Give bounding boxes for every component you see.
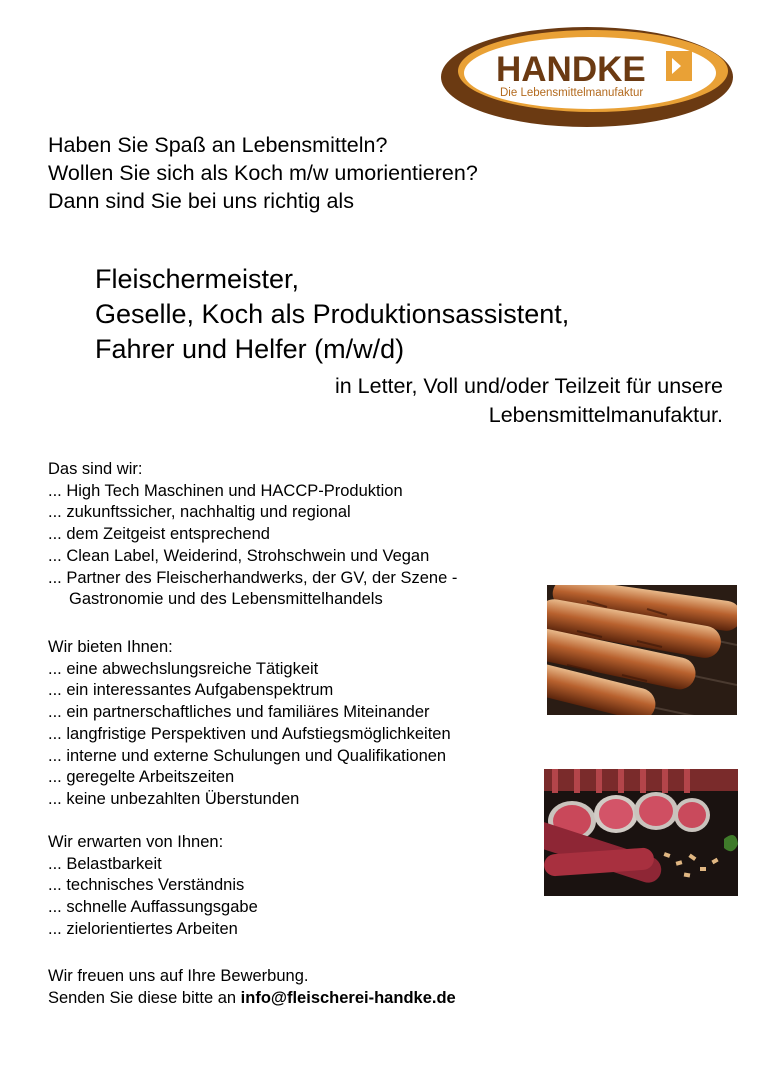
salami-photo [544, 769, 738, 896]
list-item: ... ein partnerschaftliches und familiäres Miteinander [48, 703, 430, 722]
offer-section [48, 637, 451, 811]
list-item: ... Belastbarkeit [48, 854, 162, 873]
list-item: ... schnelle Auffassungsgabe [48, 898, 258, 917]
job-positions [95, 262, 569, 367]
intro-text [48, 131, 478, 215]
intro-line-1: Haben Sie Spaß an Lebensmitteln? [48, 133, 388, 157]
list-item: ... zielorientiertes Arbeiten [48, 919, 238, 938]
grilled-sausages-photo [547, 585, 737, 715]
position-line-2: Geselle, Koch als Produktionsassistent, [95, 299, 570, 329]
list-item: ... Partner des Fleischerhandwerks, der GV, der Szene - [48, 568, 458, 587]
employment-line-1: in Letter, Voll und/oder Teilzeit für unsere [334, 374, 723, 398]
list-item: ... geregelte Arbeitszeiten [48, 768, 235, 787]
employment-line-2: Lebensmittelmanufaktur. [488, 403, 723, 427]
list-item: ... dem Zeitgeist entsprechend [48, 525, 270, 544]
expect-section [48, 832, 258, 941]
logo-brand: HANDKE [496, 50, 646, 89]
list-item: ... keine unbezahlten Überstunden [48, 789, 300, 808]
handke-logo [438, 22, 736, 130]
intro-line-3: Dann sind Sie bei uns richtig als [48, 189, 354, 213]
list-item-continuation: Gastronomie und des Lebensmittelhandels [69, 590, 383, 609]
expect-heading: Wir erwarten von Ihnen: [48, 833, 224, 851]
position-line-1: Fleischermeister, [95, 264, 300, 294]
list-item: ... High Tech Maschinen und HACCP-Produktion [48, 481, 403, 500]
list-item: ... eine abwechslungsreiche Tätigkeit [48, 659, 319, 678]
offer-heading: Wir bieten Ihnen: [48, 638, 173, 656]
intro-line-2: Wollen Sie sich als Koch m/w umorientieren? [48, 161, 478, 185]
position-line-3: Fahrer und Helfer (m/w/d) [95, 334, 405, 364]
employment-type [335, 372, 723, 430]
list-item: ... interne und externe Schulungen und Qualifikationen [48, 746, 447, 765]
list-item: ... Clean Label, Weiderind, Strohschwein und Vegan [48, 546, 430, 565]
about-heading: Das sind wir: [48, 460, 143, 478]
list-item: ... zukunftssicher, nachhaltig und regional [48, 503, 351, 522]
list-item: ... langfristige Perspektiven und Aufstiegsmöglichkeiten [48, 724, 451, 743]
list-item: ... ein interessantes Aufgabenspektrum [48, 681, 334, 700]
about-section [48, 459, 457, 611]
closing-line-2 [48, 988, 456, 1010]
email-address[interactable]: info@fleischerei-handke.de [240, 988, 456, 1007]
logo-tagline: Die Lebensmittelmanufaktur [500, 87, 644, 99]
list-item: ... technisches Verständnis [48, 876, 245, 895]
closing-section [48, 966, 456, 1009]
closing-prefix: Senden Sie diese bitte an [48, 988, 241, 1007]
closing-line-1: Wir freuen uns auf Ihre Bewerbung. [48, 967, 309, 985]
